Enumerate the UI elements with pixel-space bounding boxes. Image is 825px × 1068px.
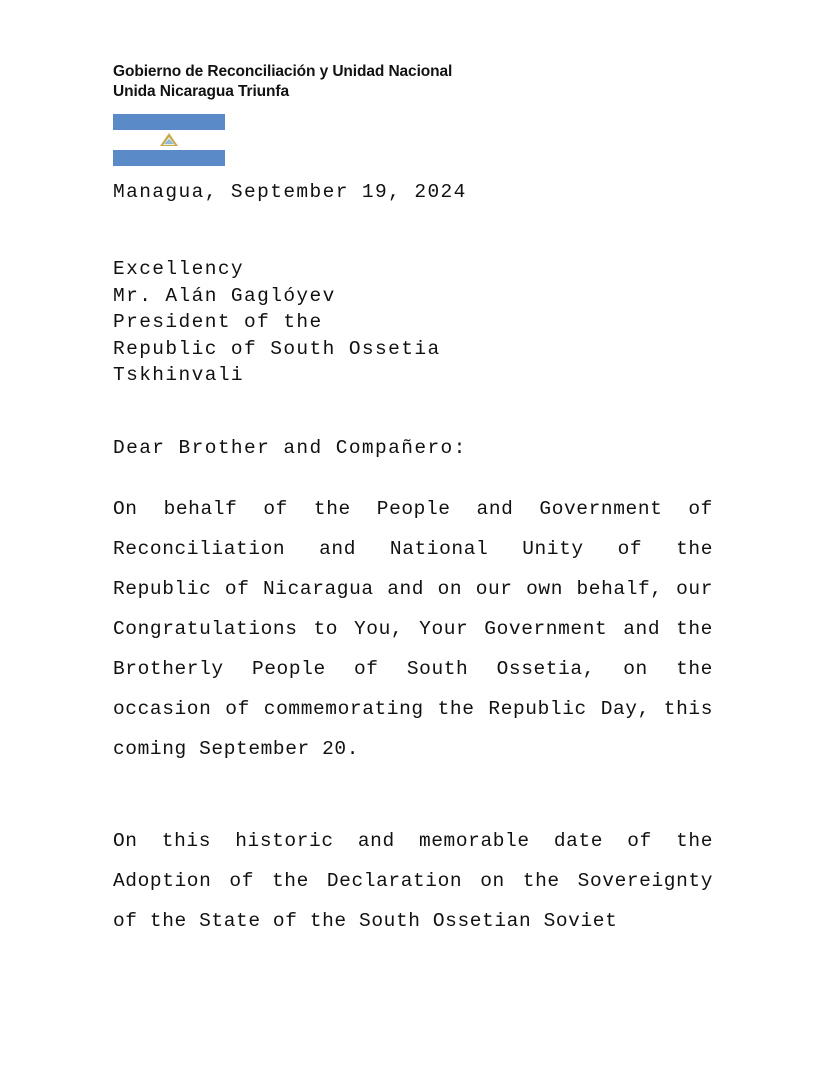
addressee-line-2: Mr. Alán Gaglóyev <box>113 284 336 307</box>
addressee-line-4: Republic of South Ossetia <box>113 337 441 360</box>
letterhead-line-2: Unida Nicaragua Triunfa <box>113 83 289 100</box>
addressee-line-1: Excellency <box>113 258 245 280</box>
letterhead-line-1: Gobierno de Reconciliación y Unidad Nacional <box>113 63 453 80</box>
letterhead <box>113 62 733 102</box>
letter-body <box>113 178 713 941</box>
letter-paragraph-2: On this historic and memorable date of the Adoption of the Declaration on the Sovereignty of the State of the South Ossetian Soviet <box>113 829 713 932</box>
letter-date: Managua, September 19, 2024 <box>113 181 467 203</box>
addressee-line-5: Tskhinvali <box>113 364 245 386</box>
letter-addressee <box>113 256 713 389</box>
emblem-triangle-sky <box>164 139 174 144</box>
addressee-line-3: President of the <box>113 311 323 333</box>
flag-band-bottom <box>113 150 225 166</box>
nicaragua-flag-icon <box>113 114 225 166</box>
letter-salutation: Dear Brother and Compañero: <box>113 436 467 459</box>
flag-emblem-icon <box>159 132 179 148</box>
letter-paragraph-1: On behalf of the People and Government of Reconciliation and National Unity of the Republic of Nicaragua and on our own behalf, our Congratulations to You, Your Government and the Brotherly People of South Ossetia, on the occasion of commemorating the Republic Day, this coming September 20. <box>113 497 713 760</box>
flag-band-top <box>113 114 225 130</box>
